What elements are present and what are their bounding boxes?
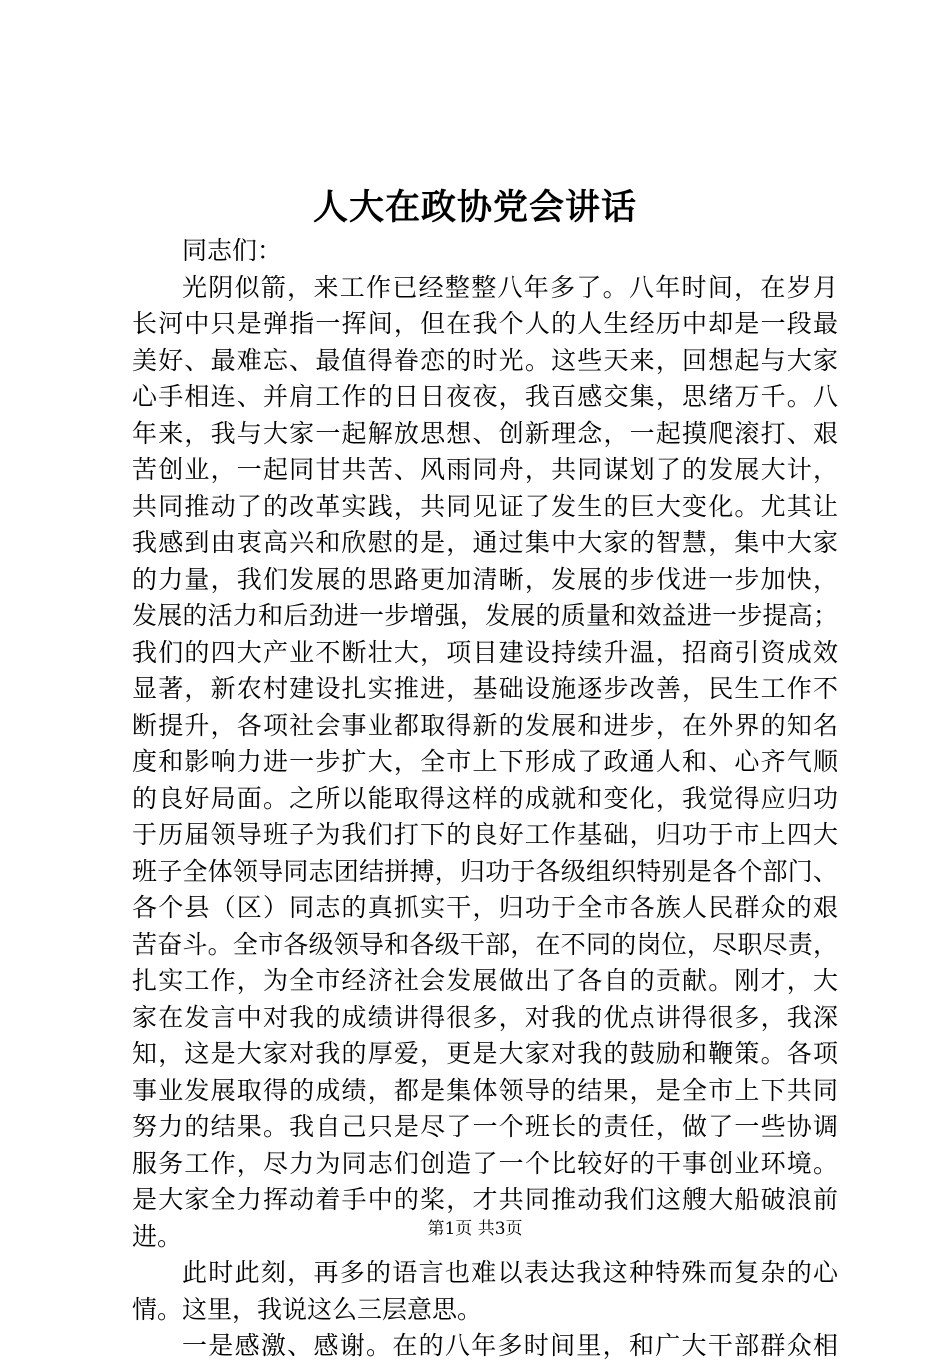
text-line: 断提升，各项社会事业都取得新的发展和进步，在外界的知名 xyxy=(132,710,838,740)
text-line: 共同推动了的改革实践，共同见证了发生的巨大变化。尤其让 xyxy=(132,491,838,521)
text-line: 显著，新农村建设扎实推进，基础设施逐步改善，民生工作不 xyxy=(132,674,838,703)
text-line: 长河中只是弹指一挥间，但在我个人的人生经历中却是一段最 xyxy=(132,309,838,338)
text-line: 班子全体领导同志团结拼搏，归功于各级组织特别是各个部门、 xyxy=(132,856,838,886)
text-line: 事业发展取得的成绩，都是集体领导的结果，是全市上下共同 xyxy=(132,1075,838,1105)
text-line: 美好、最难忘、最值得眷恋的时光。这些天来，回想起与大家 xyxy=(132,345,838,375)
text-line: 苦奋斗。全市各级领导和各级干部，在不同的岗位，尽职尽责， xyxy=(132,929,838,959)
text-line: 一是感激、感谢。在的八年多时间里，和广大干部群众相 xyxy=(182,1331,838,1360)
page-footer: 第1页 共3页 xyxy=(427,1219,523,1239)
document-title: 人大在政协党会讲话 xyxy=(312,187,637,228)
text-line: 情。这里，我说这么三层意思。 xyxy=(132,1294,483,1324)
text-line: 家在发言中对我的成绩讲得很多，对我的优点讲得很多，我深 xyxy=(132,1002,838,1032)
text-line: 同志们： xyxy=(182,236,283,265)
text-line: 的良好局面。之所以能取得这样的成就和变化，我觉得应归功 xyxy=(132,783,838,813)
text-line: 苦创业，一起同甘共苦、风雨同舟，共同谋划了的发展大计， xyxy=(132,455,838,484)
text-line: 我们的四大产业不断壮大，项目建设持续升温，招商引资成效 xyxy=(132,637,838,667)
text-line: 各个县（区）同志的真抓实干，归功于全市各族人民群众的艰 xyxy=(132,893,838,922)
text-line: 扎实工作，为全市经济社会发展做出了各自的贡献。刚才，大 xyxy=(132,966,838,995)
text-line: 年来，我与大家一起解放思想、创新理念，一起摸爬滚打、艰 xyxy=(132,418,838,448)
text-line: 努力的结果。我自己只是尽了一个班长的责任，做了一些协调 xyxy=(132,1112,838,1141)
document-body xyxy=(132,233,838,1365)
text-line: 光阴似箭，来工作已经整整八年多了。八年时间，在岁月 xyxy=(182,272,838,302)
text-line: 心手相连、并肩工作的日日夜夜，我百感交集，思绪万千。八 xyxy=(132,382,838,411)
text-line: 我感到由衷高兴和欣慰的是，通过集中大家的智慧，集中大家 xyxy=(132,528,838,557)
text-line: 度和影响力进一步扩大，全市上下形成了政通人和、心齐气顺 xyxy=(132,747,838,776)
text-line: 此时此刻，再多的语言也难以表达我这种特殊而复杂的心 xyxy=(182,1258,838,1287)
text-line: 于历届领导班子为我们打下的良好工作基础，归功于市上四大 xyxy=(132,820,838,849)
text-line: 服务工作，尽力为同志们创造了一个比较好的干事创业环境。 xyxy=(132,1148,838,1178)
text-line: 进。 xyxy=(132,1221,183,1251)
text-line: 知，这是大家对我的厚爱，更是大家对我的鼓励和鞭策。各项 xyxy=(132,1039,838,1068)
text-line: 是大家全力挥动着手中的桨，才共同推动我们这艘大船破浪前 xyxy=(132,1185,838,1214)
text-line: 发展的活力和后劲进一步增强，发展的质量和效益进一步提高； xyxy=(132,601,838,630)
text-line: 的力量，我们发展的思路更加清晰，发展的步伐进一步加快， xyxy=(132,564,838,594)
